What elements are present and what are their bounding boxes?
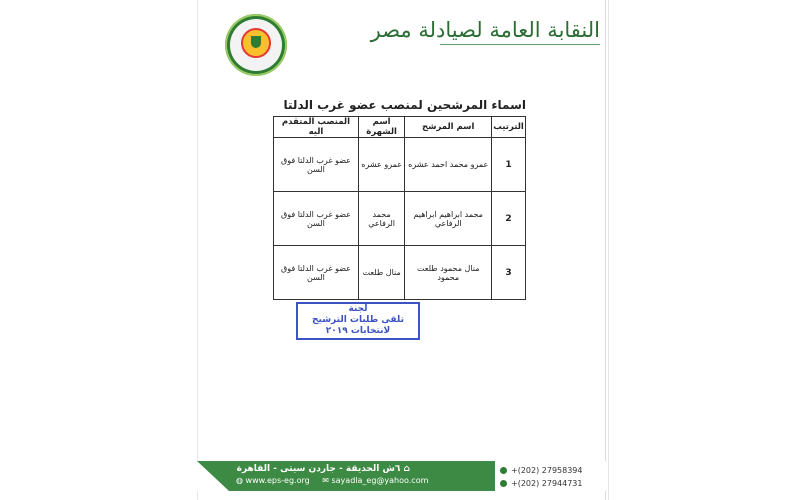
footer-address: [236, 464, 410, 474]
globe-icon: ◍: [236, 476, 243, 485]
stamp-line-2: تلقى طلبات الترشيح: [312, 315, 404, 325]
location-icon: ⌂: [403, 464, 410, 474]
table-row: [274, 246, 526, 300]
phone-number-1: +(202) 27958394: [511, 466, 583, 475]
cell-name: عمرو محمد احمد عشره: [405, 138, 492, 192]
committee-stamp: [296, 302, 420, 340]
phone-number-2: +(202) 27944731: [511, 479, 583, 488]
document-title: اسماء المرشحين لمنصب عضو غرب الدلتا: [283, 98, 526, 112]
table-row: [274, 192, 526, 246]
column-header-rank: الترتيب: [492, 117, 526, 138]
stamp-line-3: لانتخابات ٢٠١٩: [325, 326, 391, 336]
fax-icon: [500, 480, 507, 487]
cell-rank: 2: [492, 192, 526, 246]
column-header-known-as: اسم الشهرة: [358, 117, 404, 138]
mail-icon: ✉: [322, 476, 329, 485]
phone-line-2: [500, 479, 582, 488]
email-link[interactable]: sayadla_eg@yahoo.com: [331, 476, 429, 485]
candidates-table: [273, 116, 526, 300]
header-divider: [440, 44, 600, 45]
page-edge: [605, 0, 606, 500]
cell-name: محمد ابراهيم ابراهيم الرفاعي: [405, 192, 492, 246]
cell-position: عضو غرب الدلتا فوق السن: [274, 246, 359, 300]
phone-icon: [500, 467, 507, 474]
cell-known-as: منال طلعت: [358, 246, 404, 300]
syndicate-logo: [225, 14, 287, 76]
cell-position: عضو غرب الدلتا فوق السن: [274, 138, 359, 192]
table-header-row: [274, 117, 526, 138]
header-title: النقابة العامة لصيادلة مصر: [370, 18, 600, 42]
cell-position: عضو غرب الدلتا فوق السن: [274, 192, 359, 246]
footer-web: [236, 476, 428, 485]
stamp-line-1: لجنة: [348, 304, 368, 314]
cell-rank: 3: [492, 246, 526, 300]
cell-name: منال محمود طلعت محمود: [405, 246, 492, 300]
pharmacy-cup-icon: [251, 36, 261, 48]
cell-known-as: محمد الرفاعي: [358, 192, 404, 246]
table-row: [274, 138, 526, 192]
website-link[interactable]: www.eps-eg.org: [245, 476, 310, 485]
phone-line-1: [500, 466, 582, 475]
address-text: ٦ش الحديقة - جاردن سيتى - القاهرة: [236, 464, 401, 474]
cell-known-as: عمرو عشره: [358, 138, 404, 192]
cell-rank: 1: [492, 138, 526, 192]
column-header-name: اسم المرشح: [405, 117, 492, 138]
column-header-position: المنصب المتقدم اليه: [274, 117, 359, 138]
